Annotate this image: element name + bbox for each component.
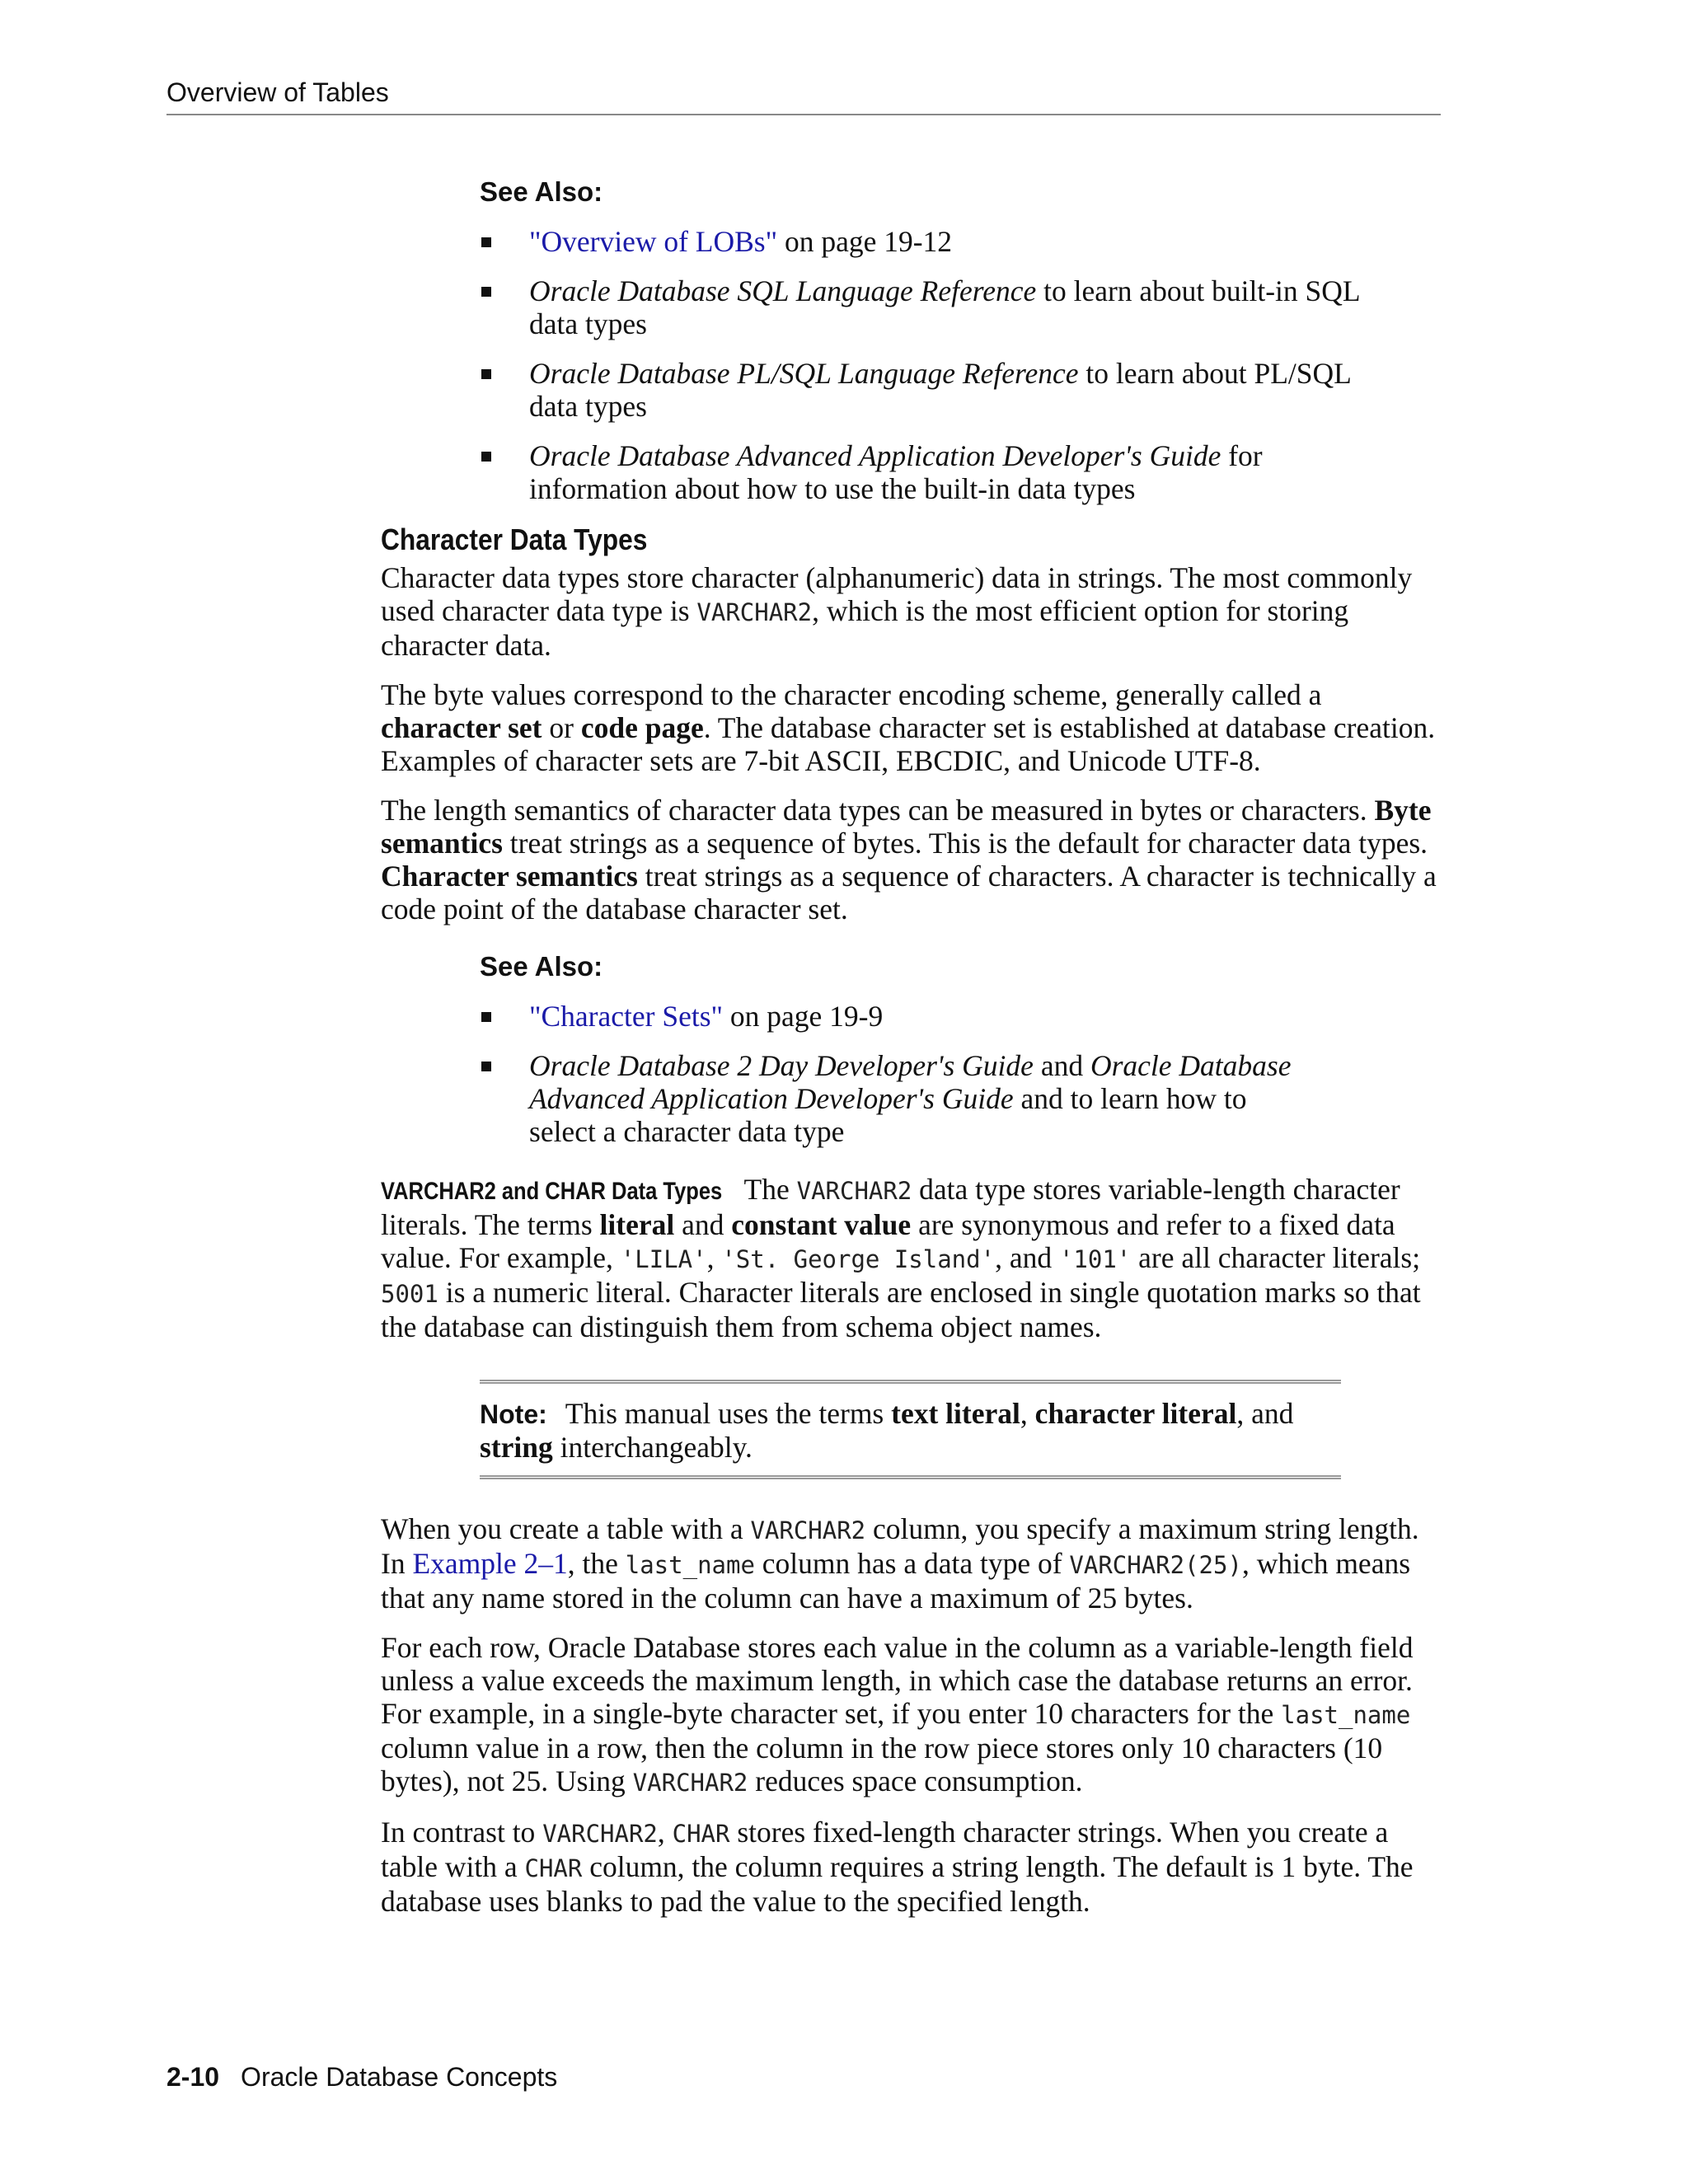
page-footer <box>166 2062 557 2093</box>
see-also-text: on page 19-9 <box>723 1000 884 1033</box>
paragraph-varchar2-char: VARCHAR2 and CHAR Data Types The VARCHAR2 data type stores variable-length character literals. The terms literal and constant value are synonymous and refer to a fixed data value. For example, 'LILA', 'St. George Island', and '101' are all character literals; 5001 is a numeric literal. Character literals are enclosed in single quotation marks so that the database can distinguish them from schema object names. <box>381 1173 1421 1343</box>
bullet-icon <box>481 287 491 297</box>
bullet-icon <box>481 1062 491 1071</box>
paragraph-byte-values: The byte values correspond to the character encoding scheme, generally called a character set or code page. The database character set is established at database creation. Examples of character sets are 7-bit ASCII, EBCDIC, and Unicode UTF-8. <box>381 678 1436 777</box>
see-also-text: to learn about built-in SQL data types <box>529 274 1360 340</box>
see-also-list <box>480 1000 1374 1148</box>
bullet-icon <box>481 237 491 247</box>
running-header: Overview of Tables <box>166 73 1441 115</box>
link-overview-of-lobs[interactable]: "Overview of LOBs" <box>529 225 778 258</box>
see-also-box-2 <box>480 950 1374 1148</box>
see-also-item <box>480 357 1374 423</box>
see-also-item <box>480 274 1374 340</box>
runin-heading: VARCHAR2 and CHAR Data Types <box>381 1178 723 1205</box>
paragraph-each-row: For each row, Oracle Database stores each value in the column as a variable-length field unless a value exceeds the maximum length, in which case the database returns an error. For example, in a single-byte character set, if you enter 10 characters for the last_name column value in a row, then the column in the row piece stores only 10 characters (10 bytes), not 25. Using VARCHAR2 reduces space consumption. <box>381 1631 1414 1797</box>
paragraph-intro: Character data types store character (alphanumeric) data in strings. The most commonly used character data type is VARCHAR2, which is the most efficient option for storing character data. <box>381 561 1413 662</box>
paragraph-length-semantics: The length semantics of character data types can be measured in bytes or characters. Byte semantics treat strings as a sequence of bytes. This is the default for character data types. Character semantics treat strings as a sequence of characters. A character is technically a code point of the database character set. <box>381 794 1437 926</box>
see-also-item <box>480 439 1374 505</box>
book-title: Oracle Database 2 Day Developer's Guide <box>529 1049 1034 1082</box>
page-number: 2-10 <box>166 2062 220 2092</box>
see-also-text: on page 19-12 <box>777 225 953 258</box>
section-heading: Character Data Types <box>381 523 648 556</box>
book-title: Oracle Database Advanced Application Developer's Guide <box>529 439 1221 472</box>
bullet-icon <box>481 1012 491 1022</box>
book-title: Oracle Database PL/SQL Language Reference <box>529 357 1079 390</box>
see-also-text: for information about how to use the built-in data types <box>529 439 1263 505</box>
see-also-text: to learn about PL/SQL data types <box>529 357 1351 423</box>
bullet-icon <box>481 452 491 462</box>
see-also-item <box>480 1000 1374 1033</box>
bullet-icon <box>481 369 491 379</box>
book-title-footer: Oracle Database Concepts <box>241 2062 558 2092</box>
see-also-item: Oracle Database 2 Day Developer's Guide and Oracle Database Advanced Application Developer's Guide and to learn how to select a character data type <box>480 1049 1304 1148</box>
paragraph-char: In contrast to VARCHAR2, CHAR stores fixed-length character strings. When you create a table with a CHAR column, the column requires a string length. The default is 1 byte. The database uses blanks to pad the value to the specified length. <box>381 1816 1414 1918</box>
note-label: Note: <box>480 1399 547 1429</box>
see-also-heading: See Also: <box>480 176 603 207</box>
see-also-heading: See Also: <box>480 951 603 982</box>
page-content <box>381 176 1440 1934</box>
link-character-sets[interactable]: "Character Sets" <box>529 1000 723 1033</box>
note-box: Note: This manual uses the terms text literal, character literal, and string interchangeably. <box>480 1380 1341 1479</box>
book-title: Oracle Database Advanced Application Developer's Guide <box>529 1049 1292 1115</box>
paragraph-create-table: When you create a table with a VARCHAR2 column, you specify a maximum string length. In Example 2–1, the last_name column has a data type of VARCHAR2(25), which means that any name stored in the column can have a maximum of 25 bytes. <box>381 1512 1419 1615</box>
book-title: Oracle Database SQL Language Reference <box>529 274 1037 307</box>
see-also-item <box>480 225 1374 258</box>
see-also-box-1 <box>480 176 1374 505</box>
see-also-list <box>480 225 1374 505</box>
link-example-2-1[interactable]: Example 2–1 <box>412 1547 568 1580</box>
